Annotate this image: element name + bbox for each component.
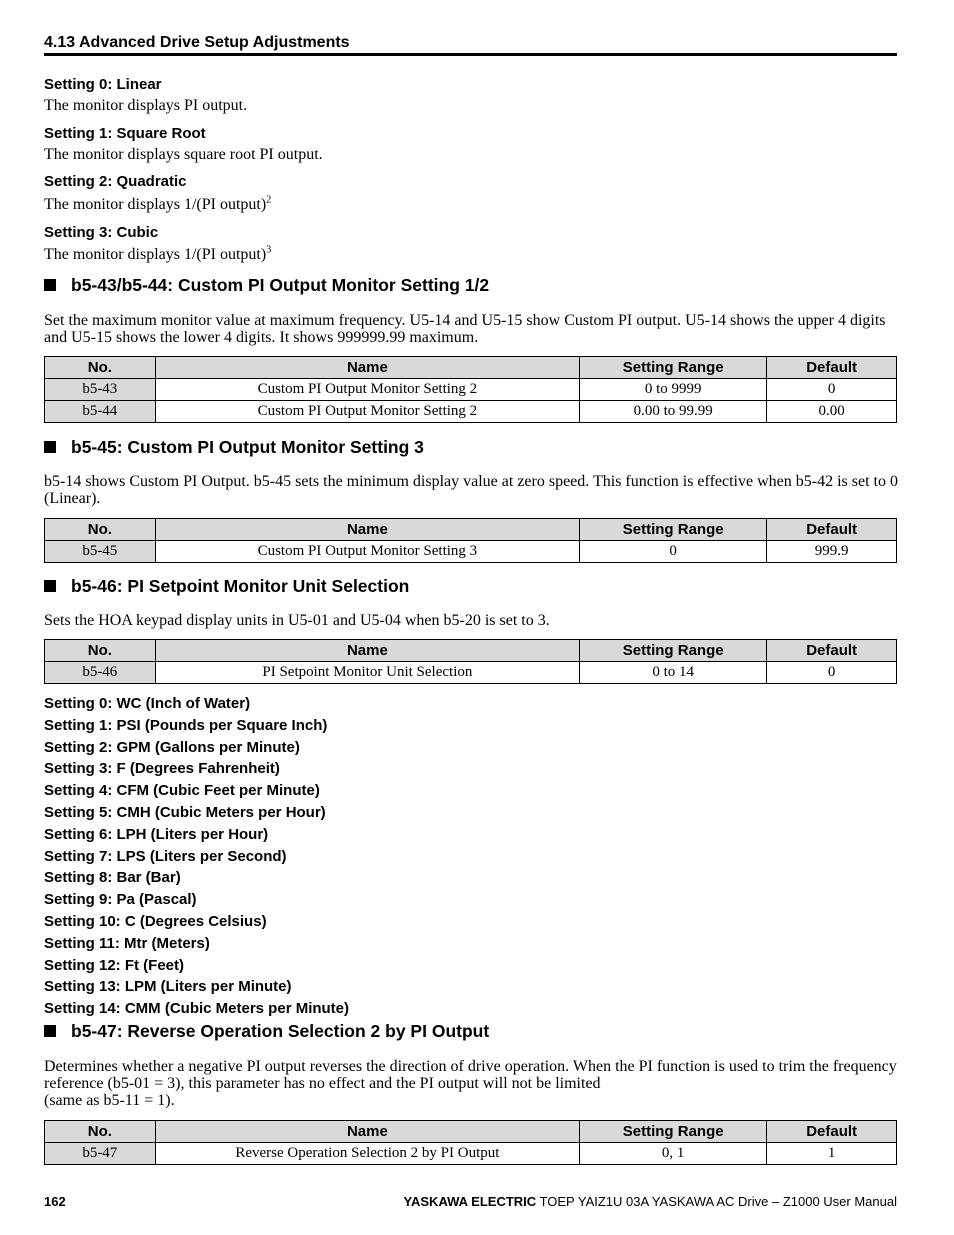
header-default: Default — [767, 357, 897, 379]
list-item: Setting 11: Mtr (Meters) — [44, 934, 210, 952]
section-heading-b5-46: b5-46: PI Setpoint Monitor Unit Selection — [44, 576, 409, 596]
unit-settings-list — [44, 694, 349, 1021]
header-default: Default — [767, 640, 897, 662]
list-item: Setting 6: LPH (Liters per Hour) — [44, 825, 269, 843]
header-name: Name — [155, 640, 579, 662]
header-setting-range: Setting Range — [580, 640, 767, 662]
table-row — [45, 379, 897, 401]
list-item: Setting 5: CMH (Cubic Meters per Hour) — [44, 803, 326, 821]
setting-heading: Setting 0: Linear — [44, 76, 162, 93]
cell-no: b5-47 — [45, 1143, 156, 1165]
square-bullet-icon — [44, 580, 56, 592]
header-name: Name — [155, 1121, 579, 1143]
setting-description: The monitor displays 1/(PI output)$^3$ — [44, 244, 272, 263]
setting-description: The monitor displays PI output. — [44, 97, 248, 114]
header-setting-range: Setting Range — [580, 519, 767, 541]
cell-range: 0, 1 — [580, 1143, 767, 1165]
section-paragraph: Sets the HOA keypad display units in U5-01 and U5-04 when b5-20 is set to 3. — [44, 612, 550, 629]
paragraph-line: (same as b5-11 = 1). — [44, 1092, 175, 1109]
page-header-title: 4.13 Advanced Drive Setup Adjustments — [44, 34, 350, 51]
setting-heading: Setting 2: Quadratic — [44, 173, 187, 190]
table-row — [45, 401, 897, 423]
table-row — [45, 662, 897, 684]
parameter-table-b5-45 — [44, 518, 897, 563]
section-paragraph — [44, 1058, 899, 1109]
cell-default: 0 — [767, 662, 897, 684]
footer-manual-info — [404, 1194, 897, 1209]
list-item: Setting 3: F (Degrees Fahrenheit) — [44, 760, 280, 778]
table-header-row — [45, 640, 897, 662]
parameter-table-b5-47 — [44, 1120, 897, 1165]
header-setting-range: Setting Range — [580, 1121, 767, 1143]
setting-description: The monitor displays square root PI output. — [44, 146, 323, 163]
parameter-table-b5-43 — [44, 356, 897, 423]
table-row — [45, 1143, 897, 1165]
header-default: Default — [767, 519, 897, 541]
header-rule — [44, 53, 897, 56]
cell-name: Custom PI Output Monitor Setting 2 — [155, 401, 579, 423]
list-item: Setting 1: PSI (Pounds per Square Inch) — [44, 716, 328, 734]
footer-brand: YASKAWA ELECTRIC — [403, 1194, 537, 1209]
table-header-row — [45, 1121, 897, 1143]
table-row — [45, 541, 897, 563]
page-number: 162 — [44, 1194, 66, 1209]
cell-range: 0 to 14 — [580, 662, 767, 684]
section-heading-b5-47: b5-47: Reverse Operation Selection 2 by PI Output — [44, 1021, 489, 1041]
table-header-row — [45, 519, 897, 541]
section-paragraph: b5-14 shows Custom PI Output. b5-45 sets the minimum display value at zero speed. This function is effective when b5-42 is set to 0 (Linear). — [44, 473, 898, 507]
cell-name: PI Setpoint Monitor Unit Selection — [155, 662, 579, 684]
cell-range: 0.00 to 99.99 — [580, 401, 767, 423]
cell-name: Custom PI Output Monitor Setting 3 — [155, 541, 579, 563]
setting-description: The monitor displays 1/(PI output)$^2$ — [44, 194, 272, 213]
section-paragraph: Set the maximum monitor value at maximum frequency. U5-14 and U5-15 show Custom PI output. U5-14 shows the upper 4 digits and U5-15 shows the lower 4 digits. It shows 999999.99 maximum. — [44, 312, 886, 346]
cell-default: 0 — [767, 379, 897, 401]
superscript: 3 — [266, 244, 272, 256]
cell-default: 0.00 — [767, 401, 897, 423]
list-item: Setting 8: Bar (Bar) — [44, 869, 181, 887]
list-item: Setting 7: LPS (Liters per Second) — [44, 847, 287, 865]
parameter-table-b5-46 — [44, 639, 897, 684]
cell-no: b5-44 — [45, 401, 156, 423]
list-item: Setting 12: Ft (Feet) — [44, 956, 185, 974]
table-header-row — [45, 357, 897, 379]
header-name: Name — [155, 519, 579, 541]
cell-default: 1 — [767, 1143, 897, 1165]
list-item: Setting 9: Pa (Pascal) — [44, 891, 197, 909]
footer-doc-title: TOEP YAIZ1U 03A YASKAWA AC Drive – Z1000 User Manual — [536, 1194, 897, 1209]
list-item: Setting 0: WC (Inch of Water) — [44, 695, 251, 712]
cell-default: 999.9 — [767, 541, 897, 563]
header-name: Name — [155, 357, 579, 379]
cell-range: 0 — [580, 541, 767, 563]
square-bullet-icon — [44, 279, 56, 291]
square-bullet-icon — [44, 1025, 56, 1037]
cell-name: Custom PI Output Monitor Setting 2 — [155, 379, 579, 401]
list-item: Setting 14: CMM (Cubic Meters per Minute) — [44, 1000, 350, 1018]
cell-range: 0 to 9999 — [580, 379, 767, 401]
header-no: No. — [45, 640, 156, 662]
paragraph-line: Determines whether a negative PI output reverses the direction of drive operation. When the PI function is used to trim the frequency reference (b5-01 = 3), this parameter has no effect and the PI output will not be limited — [44, 1058, 897, 1092]
cell-no: b5-46 — [45, 662, 156, 684]
setting-heading: Setting 3: Cubic — [44, 224, 159, 241]
list-item: Setting 4: CFM (Cubic Feet per Minute) — [44, 782, 320, 800]
header-no: No. — [45, 519, 156, 541]
cell-no: b5-43 — [45, 379, 156, 401]
section-heading-b5-45: b5-45: Custom PI Output Monitor Setting 3 — [44, 437, 424, 457]
list-item: Setting 10: C (Degrees Celsius) — [44, 912, 267, 930]
header-setting-range: Setting Range — [580, 357, 767, 379]
header-no: No. — [45, 1121, 156, 1143]
cell-name: Reverse Operation Selection 2 by PI Output — [155, 1143, 579, 1165]
setting-heading: Setting 1: Square Root — [44, 125, 206, 142]
header-default: Default — [767, 1121, 897, 1143]
section-heading-b5-43: b5-43/b5-44: Custom PI Output Monitor Setting 1/2 — [44, 275, 489, 295]
list-item: Setting 13: LPM (Liters per Minute) — [44, 978, 292, 996]
header-no: No. — [45, 357, 156, 379]
square-bullet-icon — [44, 441, 56, 453]
list-item: Setting 2: GPM (Gallons per Minute) — [44, 738, 300, 756]
superscript: 2 — [266, 194, 272, 206]
cell-no: b5-45 — [45, 541, 156, 563]
